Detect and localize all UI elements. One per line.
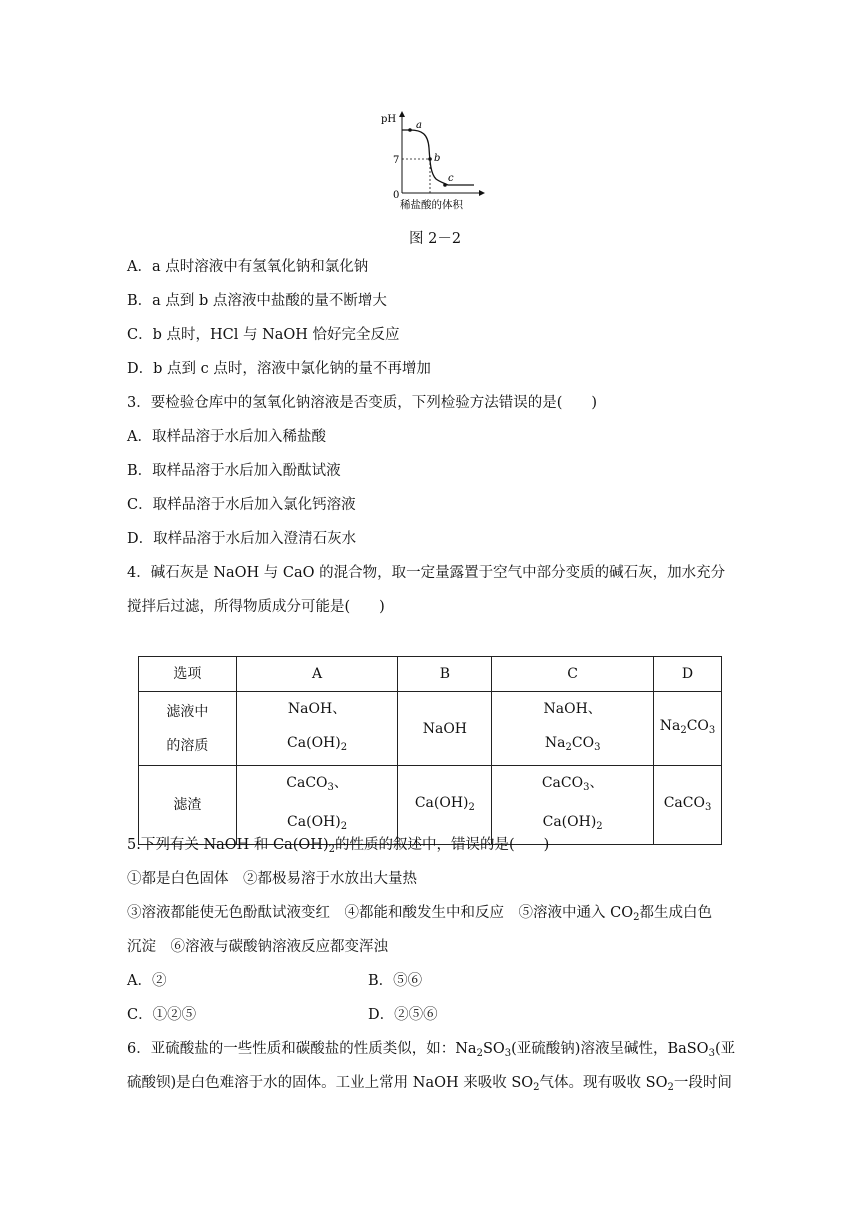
q2-option-c: C．b 点时，HCl 与 NaOH 恰好完全反应: [127, 327, 400, 343]
residue-d: CaCO$_3$: [654, 766, 722, 845]
residue-c-line1: CaCO$_3$、: [541, 775, 604, 793]
q3-stem: 3．要检验仓库中的氢氧化钠溶液是否变质，下列检验方法错误的是( ): [127, 395, 598, 411]
tick-7-label: 7: [393, 155, 400, 166]
q5-statements-line1: ①都是白色固体 ②都极易溶于水放出大量热: [127, 871, 417, 887]
filtrate-a-line2: $Ca(OH)_2$: [287, 735, 348, 753]
residue-c-line2: $Ca(OH)_2$: [542, 814, 603, 832]
q3-option-a: A．取样品溶于水后加入稀盐酸: [127, 429, 326, 445]
figure-caption: 图 2－2: [409, 231, 462, 247]
q6-stem-line1: 6．亚硫酸盐的一些性质和碳酸盐的性质类似，如：$Na_2SO_3$(亚硫酸钠)溶液呈碱性，BaSO$_3$(亚: [127, 1041, 736, 1059]
q4-stem-line2: 搅拌后过滤，所得物质成分可能是( ): [127, 599, 385, 615]
residue-b: $Ca(OH)_2$: [398, 766, 492, 845]
q6-stem-line2: 硫酸钡)是白色难溶于水的固体。工业上常用 NaOH 来吸收 $SO_2$气体。现有吸收 $SO_2$一段时间: [127, 1075, 732, 1093]
filtrate-a-line1: NaOH、: [287, 701, 347, 717]
filtrate-a: [236, 692, 398, 766]
q2-option-a: A．a 点时溶液中有氢氧化钠和氯化钠: [127, 259, 369, 275]
header-b: B: [398, 657, 492, 692]
q5-statements-line3: 沉淀 ⑥溶液与碳酸钠溶液反应都变浑浊: [127, 939, 388, 955]
q2-option-b: B．a 点到 b 点溶液中盐酸的量不断增大: [127, 293, 387, 309]
q3-option-d: D．取样品溶于水后加入澄清石灰水: [127, 531, 357, 547]
filtrate-c: [492, 692, 654, 766]
q5-stem: 5.下列有关 NaOH 和 $Ca(OH)_2$的性质的叙述中，错误的是( ): [127, 837, 550, 855]
point-b-label: b: [434, 153, 441, 164]
q5-option-c: C．①②⑤: [127, 1007, 197, 1023]
point-c-marker: [443, 183, 447, 187]
header-a: A: [236, 657, 398, 692]
filtrate-d: $Na_2CO_3$: [654, 692, 722, 766]
filtrate-c-line2: $Na_2CO_3$: [544, 735, 601, 753]
filtrate-c-line1: NaOH、: [543, 701, 602, 717]
filtrate-b: NaOH: [398, 692, 492, 766]
q3-option-b: B．取样品溶于水后加入酚酞试液: [127, 463, 341, 479]
table-row-residue: [139, 766, 722, 845]
ph-curve-graph: [372, 108, 488, 212]
table-header-row: [139, 657, 722, 692]
q5-option-a: A．②: [127, 973, 167, 989]
q5-option-b: B．⑤⑥: [368, 973, 423, 989]
residue-c: [492, 766, 654, 845]
residue-a-line2: $Ca(OH)_2$: [287, 814, 348, 832]
point-c-label: c: [448, 173, 454, 184]
header-d: D: [654, 657, 722, 692]
q5-option-d: D．②⑤⑥: [368, 1007, 438, 1023]
header-c: C: [492, 657, 654, 692]
filtrate-label-line2: 的溶质: [166, 737, 209, 754]
residue-a-line1: CaCO$_3$、: [286, 775, 348, 793]
q5-statements-line2: ③溶液都能使无色酚酞试液变红 ④都能和酸发生中和反应 ⑤溶液中通入 $CO_2$都生成白色: [127, 905, 712, 923]
y-axis-label: pH: [381, 114, 397, 125]
residue-label: 滤渣: [139, 766, 237, 845]
q2-option-d: D．b 点到 c 点时，溶液中氯化钠的量不再增加: [127, 361, 431, 377]
ph-titration-figure: [372, 108, 488, 212]
q4-stem-line1: 4．碱石灰是 NaOH 与 CaO 的混合物，取一定量露置于空气中部分变质的碱石灰，加水充分: [127, 565, 726, 581]
filtrate-label-line1: 滤液中: [166, 703, 209, 720]
point-a-marker: [408, 128, 412, 132]
q4-options-table: [138, 656, 722, 845]
x-axis-label: 稀盐酸的体积: [400, 199, 463, 211]
header-option: 选项: [139, 657, 237, 692]
residue-a: [236, 766, 398, 845]
table-row-filtrate: [139, 692, 722, 766]
filtrate-label: [139, 692, 237, 766]
point-b-marker: [428, 157, 432, 161]
origin-label: 0: [393, 190, 400, 201]
point-a-label: a: [416, 120, 422, 131]
q3-option-c: C．取样品溶于水后加入氯化钙溶液: [127, 497, 356, 513]
